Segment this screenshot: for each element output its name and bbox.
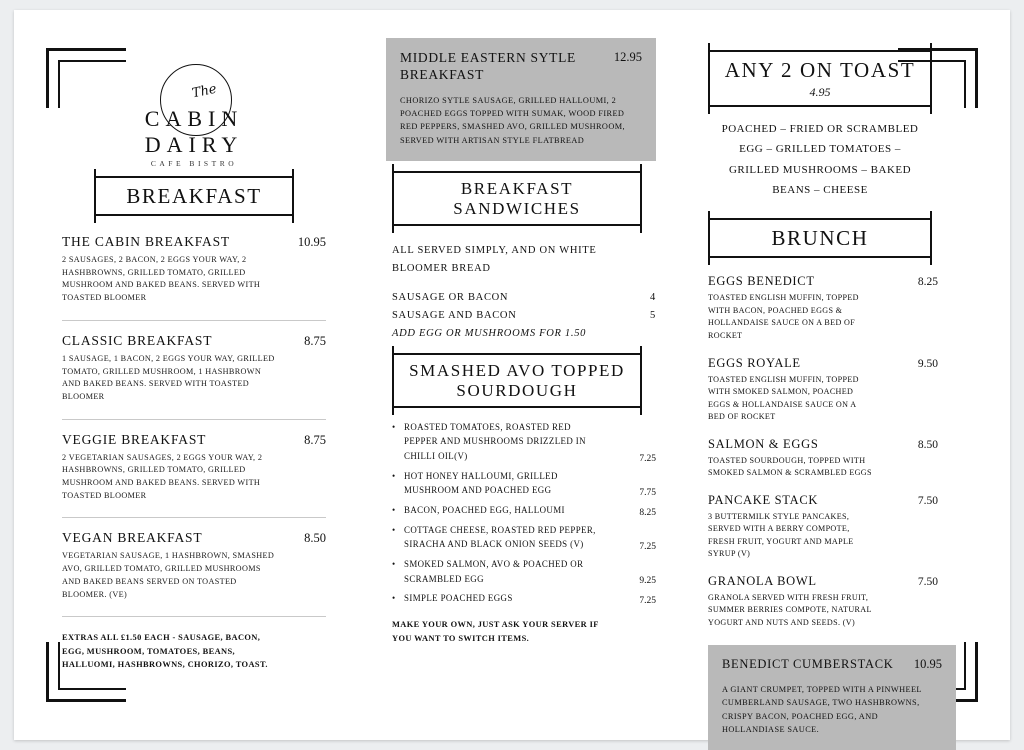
list-item — [392, 469, 656, 498]
item-name: EGGS BENEDICT — [708, 274, 815, 289]
toast-option-line: BEANS – CHEESE — [772, 184, 868, 197]
item-price: 7.50 — [917, 494, 938, 507]
cumberstack-panel — [708, 645, 956, 750]
list-item — [392, 420, 656, 464]
add-note-text: ADD EGG OR MUSHROOMS FOR 1.50 — [392, 327, 587, 339]
item-name: VEGAN BREAKFAST — [62, 530, 203, 546]
list-item — [392, 523, 656, 552]
item-name: SALMON & EGGS — [708, 436, 819, 451]
item-price: 8.75 — [304, 333, 326, 348]
menu-item — [62, 432, 326, 503]
item-name: SAUSAGE OR BACON — [392, 291, 509, 303]
section-heading-brunch — [708, 218, 932, 258]
item-description: TOASTED ENGLISH MUFFIN, TOPPED WITH BACON, POACHED EGGS & HOLLANDAISE SAUCE ON A BED OF ROCKET — [708, 293, 859, 340]
item-description: 2 VEGETARIAN SAUSAGES, 2 EGGS YOUR WAY, 2 HASHBROWNS, GRILLED TOMATO, GRILLED MUSHROOM AND BAKED BEANS. SERVED WITH TOASTED BLOOMER — [62, 452, 263, 500]
divider — [62, 320, 326, 321]
section-heading-smashed-avo — [392, 353, 642, 408]
item-price: 7.25 — [639, 453, 656, 464]
item-price: 9.25 — [639, 576, 656, 587]
logo-tagline: CAFE BISTRO — [150, 159, 238, 168]
item-name: SAUSAGE AND BACON — [392, 309, 517, 321]
item-description: • BACON, POACHED EGG, HALLOUMI — [392, 503, 565, 518]
toast-option-line: GRILLED MUSHROOMS – BAKED — [728, 163, 912, 176]
list-item — [392, 557, 656, 586]
column-middle — [386, 38, 656, 645]
item-description: VEGETARIAN SAUSAGE, 1 HASHBROWN, SMASHED AVO, GRILLED TOMATO, GRILLED MUSHROOMS AND BAKED BEANS SERVED ON TOASTED BLOOMER. (VE) — [62, 551, 275, 599]
item-description: 1 SAUSAGE, 1 BACON, 2 EGGS YOUR WAY, GRILLED TOMATO, GRILLED MUSHROOM, 1 HASHBROWN AND BAKED BEANS. SERVED WITH TOASTED BLOOMER — [62, 353, 275, 401]
menu-item — [62, 234, 326, 305]
menu-item — [708, 274, 938, 342]
extras-note: EXTRAS ALL £1.50 EACH - SAUSAGE, BACON, EGG, MUSHROOM, TOMATOES, BEANS, HALLUOMI, HASHBROWNS, CHORIZO, TOAST. — [62, 633, 268, 670]
item-name: EGGS ROYALE — [708, 355, 801, 370]
item-name: CLASSIC BREAKFAST — [62, 332, 213, 348]
item-price: 4 — [650, 291, 656, 303]
menu-page — [14, 10, 1010, 740]
logo — [62, 38, 326, 168]
section-heading-breakfast — [94, 176, 294, 216]
avo-item-list — [392, 420, 656, 607]
item-name: PANCAKE STACK — [708, 492, 819, 507]
divider — [62, 419, 326, 420]
toast-options — [708, 119, 932, 200]
item-name: BENEDICT CUMBERSTACK — [722, 657, 894, 672]
sandwiches-note: ALL SERVED SIMPLY, AND ON WHITE BLOOMER BREAD — [392, 244, 597, 274]
item-name: GRANOLA BOWL — [708, 573, 817, 588]
menu-item — [708, 437, 938, 480]
logo-dairy: DAIRY — [144, 132, 244, 157]
item-description: GRANOLA SERVED WITH FRESH FRUIT, SUMMER BERRIES COMPOTE, NATURAL YOGURT AND NUTS AND SEEDS. (V) — [708, 592, 872, 627]
item-price: 7.25 — [639, 596, 656, 607]
brunch-title: BRUNCH — [771, 226, 869, 251]
item-price: 10.95 — [297, 235, 326, 249]
item-description: CHORIZO SYTLE SAUSAGE, GRILLED HALLOUMI, 2 POACHED EGGS TOPPED WITH SUMAK, WOOD FIRED RED PEPPERS, SMASHED AVO, GRILLED MUSHROOM, SERVED WITH ARTISAN STYLE FLATBREAD — [400, 95, 625, 145]
item-price: 9.50 — [917, 357, 938, 370]
item-description: • ROASTED TOMATOES, ROASTED RED PEPPER AND MUSHROOMS DRIZZLED IN CHILLI OIL(V) — [392, 420, 597, 464]
item-description: • SIMPLE POACHED EGGS — [392, 591, 513, 606]
menu-item — [708, 493, 938, 561]
sandwiches-add-note — [392, 328, 656, 339]
item-price: 8.75 — [304, 432, 326, 447]
column-left — [62, 38, 326, 672]
item-price: 5 — [650, 309, 656, 321]
sandwiches-title: BREAKFAST SANDWICHES — [453, 178, 581, 218]
item-price: 8.50 — [304, 531, 326, 546]
avo-title-line2: SOURDOUGH — [456, 380, 578, 400]
menu-item — [392, 310, 656, 321]
menu-item — [708, 356, 938, 424]
toast-price: 4.95 — [809, 85, 831, 99]
divider — [62, 517, 326, 518]
divider — [62, 616, 326, 617]
list-item — [392, 503, 656, 518]
item-description: 3 BUTTERMILK STYLE PANCAKES, SERVED WITH A BERRY COMPOTE, FRESH FRUIT, YOGURT AND MAPLE SYRUP (V) — [708, 511, 854, 559]
item-price: 7.25 — [639, 542, 656, 552]
logo-cabin: CABIN — [144, 106, 244, 131]
item-price: 10.95 — [913, 657, 942, 672]
section-heading-sandwiches — [392, 171, 642, 226]
toast-title: ANY 2 ON TOAST — [724, 58, 916, 82]
item-description: • COTTAGE CHEESE, ROASTED RED PEPPER, SIRACHA AND BLACK ONION SEEDS (V) — [392, 523, 597, 552]
avo-title-line1: SMASHED AVO TOPPED — [409, 360, 625, 380]
section-heading-toast — [708, 50, 932, 107]
item-price: 7.50 — [917, 575, 938, 588]
item-description: TOASTED ENGLISH MUFFIN, TOPPED WITH SMOKED SALMON, POACHED EGGS & HOLLANDAISE SAUCE ON A BED OF ROCKET — [708, 374, 859, 422]
item-price: 7.75 — [639, 487, 656, 498]
middle-eastern-panel — [386, 38, 656, 161]
toast-option-line: POACHED – FRIED OR SCRAMBLED — [721, 123, 919, 135]
menu-item — [62, 530, 326, 601]
item-description: 2 SAUSAGES, 2 BACON, 2 EGGS YOUR WAY, 2 HASHBROWNS, GRILLED TOMATO, GRILLED MUSHROOM AND BAKED BEANS. SERVED WITH TOASTED BLOOMER — [62, 255, 261, 303]
item-description: A GIANT CRUMPET, TOPPED WITH A PINWHEEL CUMBERLAND SAUSAGE, TWO HASHBROWNS, CRISPY BACON, POACHED EGG, AND HOLLANDIASE SAUCE. — [722, 685, 922, 734]
toast-option-line: EGG – GRILLED TOMATOES – — [739, 143, 901, 156]
item-name: THE CABIN BREAKFAST — [62, 234, 230, 249]
item-price: 8.25 — [639, 507, 656, 518]
item-description: TOASTED SOURDOUGH, TOPPED WITH SMOKED SALMON & SCRAMBLED EGGS — [708, 455, 872, 478]
item-price: 8.25 — [917, 276, 938, 289]
logo-the: The — [190, 81, 219, 102]
column-right — [686, 38, 958, 750]
avo-footer-note: MAKE YOUR OWN, JUST ASK YOUR SERVER IF YOU WANT TO SWITCH ITEMS. — [392, 620, 599, 643]
menu-item — [708, 574, 938, 630]
item-description: • HOT HONEY HALLOUMI, GRILLED MUSHROOM AND POACHED EGG — [392, 469, 597, 498]
item-description: • SMOKED SALMON, AVO & POACHED OR SCRAMBLED EGG — [392, 557, 597, 586]
breakfast-title: BREAKFAST — [126, 184, 262, 208]
item-price: 12.95 — [613, 50, 642, 64]
item-name: VEGGIE BREAKFAST — [62, 431, 207, 447]
item-price: 8.50 — [917, 438, 938, 451]
list-item — [392, 591, 656, 606]
item-name: MIDDLE EASTERN SYTLE BREAKFAST — [400, 50, 576, 82]
menu-item — [62, 333, 326, 404]
menu-item — [392, 292, 656, 303]
